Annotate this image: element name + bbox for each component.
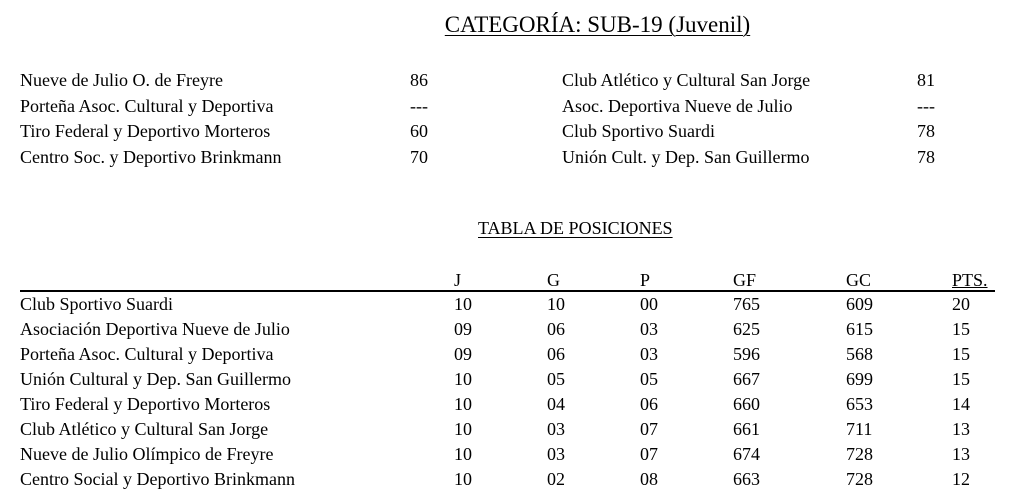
table-row [20,442,995,467]
cell-pts: 20 [952,294,970,314]
cell-p: 03 [640,319,658,339]
standings-header-row [20,270,995,292]
result-score: 78 [917,146,935,167]
header-g: G [547,270,560,290]
cell-p: 00 [640,294,658,314]
standings-body [20,292,995,492]
cell-pts: 13 [952,444,970,464]
cell-gf: 660 [733,394,760,414]
standings-table [20,270,995,492]
result-team: Porteña Asoc. Cultural y Deportiva [20,95,274,116]
header-gf: GF [733,270,757,290]
result-score: 70 [410,146,428,167]
cell-gf: 663 [733,469,760,489]
cell-team: Centro Social y Deportivo Brinkmann [20,469,295,489]
cell-g: 10 [547,294,565,314]
cell-j: 10 [454,369,472,389]
cell-gc: 728 [846,469,873,489]
cell-team: Porteña Asoc. Cultural y Deportiva [20,344,274,364]
table-row [20,467,995,492]
result-score: 81 [917,70,935,90]
standings-title: TABLA DE POSICIONES [478,218,673,238]
cell-j: 10 [454,294,472,314]
table-row [20,292,995,317]
cell-gf: 661 [733,419,760,439]
cell-team: Unión Cultural y Dep. San Guillermo [20,369,291,389]
result-score: --- [410,95,428,116]
cell-j: 10 [454,419,472,439]
result-team: Club Sportivo Suardi [562,121,716,141]
result-score: 60 [410,121,428,141]
header-p: P [640,270,651,290]
result-score: --- [917,95,935,116]
cell-g: 03 [547,444,565,464]
cell-pts: 14 [952,394,970,414]
header-gc: GC [846,270,872,290]
cell-team: Nueve de Julio Olímpico de Freyre [20,444,274,464]
table-row [20,317,995,342]
cell-g: 06 [547,344,565,364]
cell-pts: 15 [952,369,970,389]
cell-gc: 699 [846,369,873,389]
cell-pts: 13 [952,419,970,439]
cell-gf: 667 [733,369,760,389]
cell-gc: 653 [846,394,873,414]
cell-g: 03 [547,419,565,439]
result-team: Tiro Federal y Deportivo Morteros [20,121,271,141]
cell-j: 10 [454,469,472,489]
cell-gc: 615 [846,319,873,339]
cell-p: 06 [640,394,658,414]
cell-j: 10 [454,444,472,464]
cell-gf: 765 [733,294,760,314]
table-row [20,417,995,442]
cell-p: 03 [640,344,658,364]
cell-p: 08 [640,469,658,489]
cell-j: 09 [454,319,472,339]
table-row [20,392,995,417]
cell-pts: 12 [952,469,970,489]
cell-gf: 596 [733,344,760,364]
cell-gc: 711 [846,419,873,439]
cell-gf: 674 [733,444,760,464]
result-team: Club Atlético y Cultural San Jorge [562,70,811,90]
cell-pts: 15 [952,319,970,339]
cell-team: Club Atlético y Cultural San Jorge [20,419,269,439]
cell-team: Asociación Deportiva Nueve de Julio [20,319,290,339]
cell-pts: 15 [952,344,970,364]
cell-gc: 568 [846,344,873,364]
cell-team: Club Sportivo Suardi [20,294,174,314]
result-team: Centro Soc. y Deportivo Brinkmann [20,146,282,167]
cell-g: 05 [547,369,565,389]
result-team: Unión Cult. y Dep. San Guillermo [562,146,810,167]
result-team: Nueve de Julio O. de Freyre [20,70,223,90]
cell-p: 07 [640,444,658,464]
cell-j: 10 [454,394,472,414]
cell-p: 05 [640,369,658,389]
table-row [20,367,995,392]
cell-gc: 609 [846,294,873,314]
cell-gf: 625 [733,319,760,339]
header-j: J [454,270,462,290]
cell-j: 09 [454,344,472,364]
cell-p: 07 [640,419,658,439]
cell-gc: 728 [846,444,873,464]
category-title: CATEGORÍA: SUB-19 (Juvenil) [444,12,751,37]
result-score: 78 [917,121,935,141]
cell-g: 06 [547,319,565,339]
result-team: Asoc. Deportiva Nueve de Julio [562,95,793,116]
result-score: 86 [410,70,428,90]
cell-g: 02 [547,469,565,489]
header-pts: PTS. [952,270,988,290]
table-row [20,342,995,367]
cell-g: 04 [547,394,565,414]
cell-team: Tiro Federal y Deportivo Morteros [20,394,271,414]
